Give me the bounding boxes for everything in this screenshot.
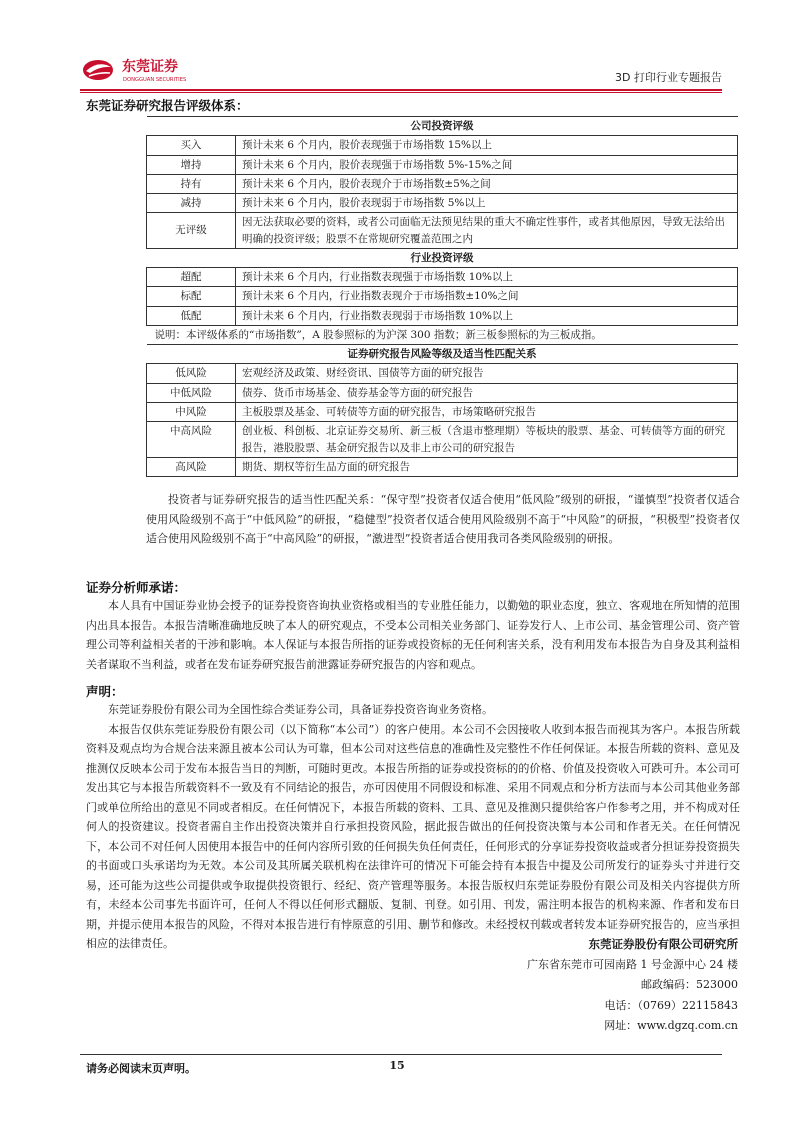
table-row — [147, 306, 738, 325]
suitability-paragraph: 投资者与证券研究报告的适当性匹配关系：“保守型”投资者仅适合使用“低风险”级别的研报，“谨慎型”投资者仅适合使用风险级别不高于“中低风险”的研报，“稳健型”投资者仅适合使用风险级别不高于“中风险”的研报，“积极型”投资者仅适合使用风险级别不高于“中高风险”的研报，“激进型”投资者适合使用我司各类风险级别的研报。 — [146, 493, 740, 545]
table-row — [147, 422, 738, 458]
table-row — [147, 364, 738, 383]
rating-label: 低配 — [147, 306, 236, 325]
risk-desc: 债券、货币市场基金、债券基金等方面的研究报告 — [236, 383, 738, 402]
table-row — [147, 213, 738, 249]
report-title: 3D 打印行业专题报告 — [615, 71, 722, 84]
address: 广东省东莞市可园南路 1 号金源中心 24 楼 — [527, 957, 738, 971]
table-row — [147, 136, 738, 155]
rating-system-title: 东莞证券研究报告评级体系： — [86, 98, 249, 113]
risk-level-header: 证券研究报告风险等级及适当性匹配关系 — [147, 345, 738, 364]
table-row — [147, 325, 738, 344]
page-number: 15 — [389, 1059, 405, 1072]
rating-desc: 预计未来 6 个月内，股价表现强于市场指数 15%以上 — [236, 136, 738, 155]
dongguan-securities-logo — [80, 54, 230, 84]
footer-notice: 请务必阅读末页声明。 — [86, 1062, 196, 1075]
risk-desc: 宏观经济及政策、财经资讯、国债等方面的研究报告 — [236, 364, 738, 383]
rating-label: 增持 — [147, 155, 236, 174]
risk-desc: 创业板、科创板、北京证券交易所、新三板（含退市整理期）等板块的股票、基金、可转债等方面的研究报告，港股股票、基金研究报告以及非上市公司的研究报告 — [236, 422, 738, 458]
table-row — [147, 287, 738, 306]
statement-body — [86, 700, 740, 954]
rating-note: 说明：本评级体系的“市场指数”，A 股参照标的为沪深 300 指数；新三板参照标的为三板成指。 — [147, 325, 738, 344]
svg-text:东莞证券: 东莞证券 — [122, 59, 178, 75]
rating-desc: 因无法获取必要的资料，或者公司面临无法预见结果的重大不确定性事件，或者其他原因，导致无法给出明确的投资评级；股票不在常规研究覆盖范围之内 — [236, 213, 738, 249]
postcode: 邮政编码：523000 — [641, 978, 738, 991]
table-row — [147, 345, 738, 364]
rating-desc: 预计未来 6 个月内，股价表现弱于市场指数 5%以上 — [236, 194, 738, 213]
risk-label: 中风险 — [147, 402, 236, 421]
table-row — [147, 457, 738, 476]
rating-label: 无评级 — [147, 213, 236, 249]
statement-paragraph: 本报告仅供东莞证券股份有限公司（以下简称“本公司”）的客户使用。本公司不会因接收人收到本报告而视其为客户。本报告所载资料及观点均为合规合法来源且被本公司认为可靠，但本公司对这些信息的准确性及完整性不作任何保证。本报告所载的资料、意见及推测仅反映本公司于发布本报告当日的判断，可随时更改。本报告所指的证券或投资标的的价格、价值及投资收入可跌可升。本公司可发出其它与本报告所载资料不一致及有不同结论的报告，亦可因使用不同假设和标准、采用不同观点和分析方法而与本公司其他业务部门或单位所给出的意见不同或者相反。在任何情况下，本报告所载的资料、工具、意见及推测只提供给客户作参考之用，并不构成对任何人的投资建议。投资者需自主作出投资决策并自行承担投资风险，据此报告做出的任何投资决策与本公司和作者无关。在任何情况下，本公司不对任何人因使用本报告中的任何内容所引致的任何损失负任何责任，任何形式的分享证券投资收益或者分担证券投资损失的书面或口头承诺均为无效。本公司及其所属关联机构在法律许可的情况下可能会持有本报告中提及公司所发行的证券头寸并进行交易，还可能为这些公司提供或争取提供投资银行、经纪、资产管理等服务。本报告版权归东莞证券股份有限公司及相关内容提供方所有，未经本公司事先书面许可，任何人不得以任何形式翻版、复制、刊登。如引用、刊发，需注明本报告的机构来源、作者和发布日期，并提示使用本报告的风险，不得对本报告进行有悖原意的引用、删节和修改。未经授权刊载或者转发本证券研究报告的，应当承担相应的法律责任。 — [86, 722, 740, 950]
table-row — [147, 155, 738, 174]
page-header — [80, 52, 722, 92]
rating-desc: 预计未来 6 个月内，股价表现强于市场指数 5%-15%之间 — [236, 155, 738, 174]
statement-paragraph: 东莞证券股份有限公司为全国性综合类证券公司，具备证券投资咨询业务资格。 — [108, 703, 493, 716]
table-row — [147, 383, 738, 402]
risk-label: 中高风险 — [147, 422, 236, 458]
footer-divider — [80, 1054, 722, 1055]
risk-label: 高风险 — [147, 457, 236, 476]
header-divider — [80, 89, 722, 91]
analyst-commitment-title: 证券分析师承诺： — [86, 580, 187, 595]
rating-label: 减持 — [147, 194, 236, 213]
table-row — [147, 174, 738, 193]
contact-block — [527, 934, 738, 1037]
rating-label: 买入 — [147, 136, 236, 155]
rating-table — [146, 116, 738, 477]
research-institute-name: 东莞证券股份有限公司研究所 — [588, 937, 738, 951]
website: 网址：www.dgzq.com.cn — [604, 1019, 738, 1032]
industry-rating-header: 行业投资评级 — [147, 248, 738, 267]
phone: 电话：（0769）22115843 — [604, 998, 738, 1012]
table-row — [147, 194, 738, 213]
risk-desc: 期货、期权等衍生品方面的研究报告 — [236, 457, 738, 476]
risk-label: 低风险 — [147, 364, 236, 383]
table-row — [147, 248, 738, 267]
rating-desc: 预计未来 6 个月内，行业指数表现介于市场指数±10%之间 — [236, 287, 738, 306]
rating-label: 持有 — [147, 174, 236, 193]
table-row — [147, 402, 738, 421]
rating-desc: 预计未来 6 个月内，行业指数表现强于市场指数 10%以上 — [236, 268, 738, 287]
table-row — [147, 268, 738, 287]
table-row — [147, 117, 738, 136]
svg-text:DONGGUAN SECURITIES: DONGGUAN SECURITIES — [123, 77, 187, 83]
rating-desc: 预计未来 6 个月内，股价表现介于市场指数±5%之间 — [236, 174, 738, 193]
company-rating-header: 公司投资评级 — [147, 117, 738, 136]
analyst-commitment-body: 本人具有中国证券业协会授予的证券投资咨询执业资格或相当的专业胜任能力，以勤勉的职业态度，独立、客观地在所知情的范围内出具本报告。本报告清晰准确地反映了本人的研究观点，不受本公司相关业务部门、证券发行人、上市公司、基金管理公司、资产管理公司等利益相关者的干涉和影响。本人保证与本报告所指的证券或投资标的无任何利害关系，没有利用发布本报告为自身及其利益相关者谋取不当利益，或者在发布证券研究报告前泄露证券研究报告的内容和观点。 — [86, 599, 740, 671]
statement-title: 声明： — [86, 684, 124, 699]
header-divider-thin — [80, 92, 722, 93]
rating-desc: 预计未来 6 个月内，行业指数表现弱于市场指数 10%以上 — [236, 306, 738, 325]
risk-label: 中低风险 — [147, 383, 236, 402]
rating-label: 标配 — [147, 287, 236, 306]
risk-desc: 主板股票及基金、可转债等方面的研究报告，市场策略研究报告 — [236, 402, 738, 421]
rating-label: 超配 — [147, 268, 236, 287]
